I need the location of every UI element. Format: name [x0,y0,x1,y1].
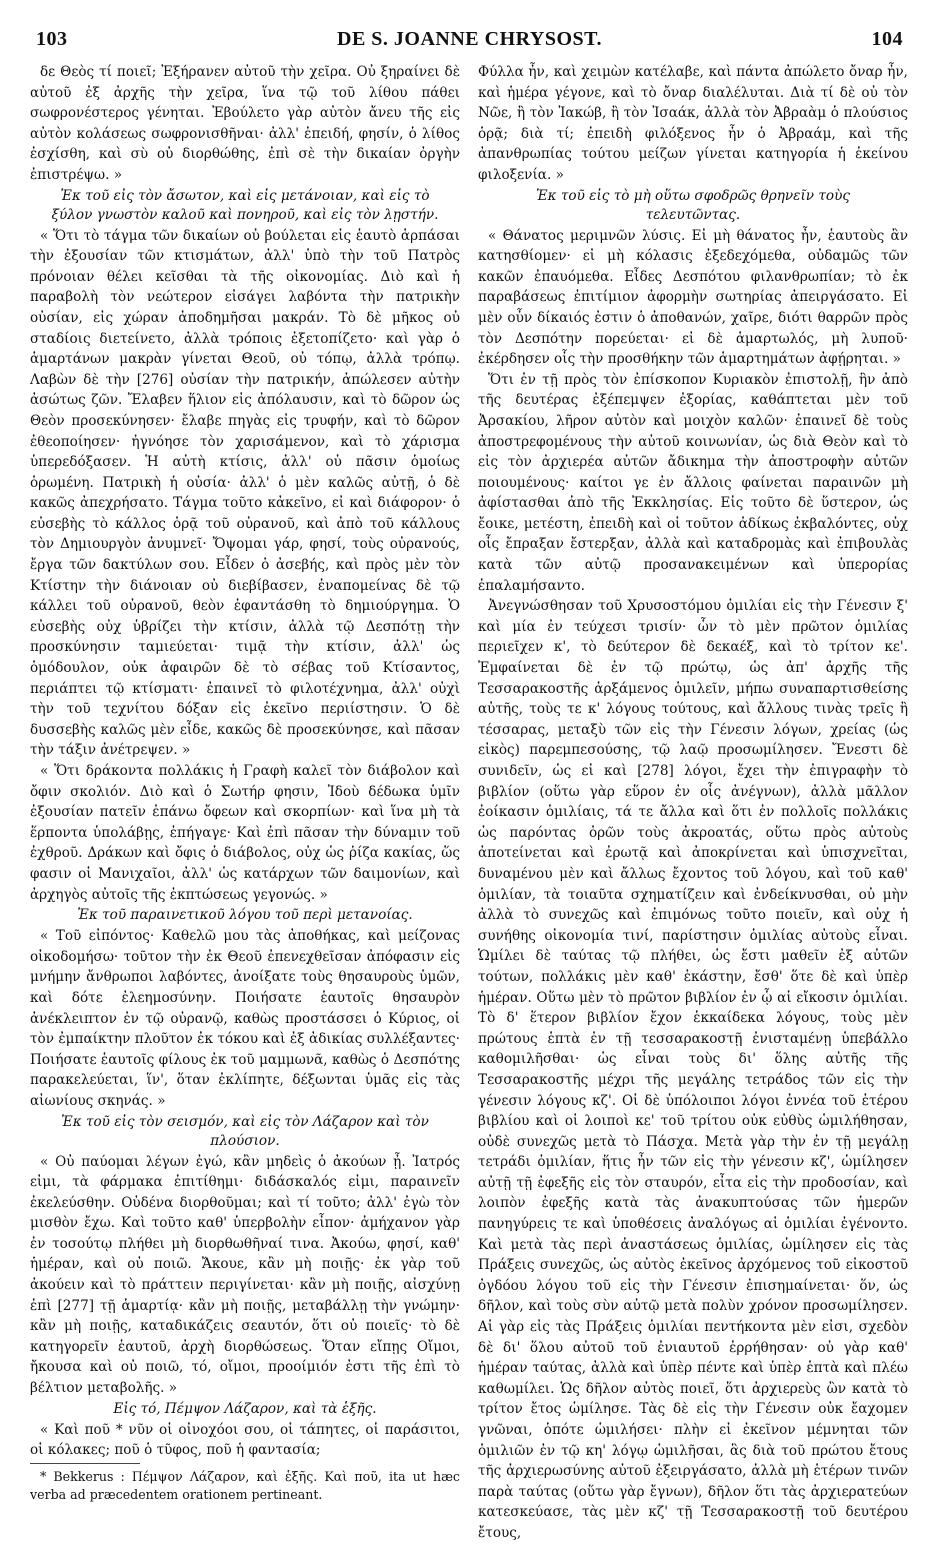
paragraph: « Οὐ παύομαι λέγων ἐγώ, κἂν μηδεὶς ὁ ἀκούων ᾖ. Ἰατρός εἰμι, τὰ φάρμακα ἐπιτίθημι· διδάσκαλός εἰμι, παραινεῖν ἐκελεύσθην. Οὐδένα διορθοῦμαι; καὶ τί τοῦτο; ἀλλ' ἐγὼ τὸν μισθὸν ἔχω. Καὶ τοῦτο καθ' ὑπερβολὴν εἶπον· ἀμήχανον γὰρ ἐν τοσούτῳ πλήθει μὴ διορθωθῆναί τινα. Ἀκούω, φησί, καθ' ἡμέραν, καὶ οὐ ποιῶ. Ἄκουε, κἂν μὴ ποιῇς· ἐκ γὰρ τοῦ ἀκούειν καὶ τὸ πράττειν περιγίνεται· κἂν μὴ ποιῇς, αἰσχύνῃ ἐπὶ [277] τῇ ἁμαρτίᾳ· κἂν μὴ ποιῇς, μεταβάλλῃ τὴν γνώμην· κἂν μὴ ποιῇς, καταδικάζεις σεαυτόν, ὅτι οὐ ποιεῖς· τὸ δὲ κατηγορεῖν ἑαυτοῦ, ἀρχὴ διορθώσεως. Ὅταν εἴπῃς Οἴμοι, ἤκουσα καὶ οὐ ποιῶ, τό, οἴμοι, προοίμιόν ἐστι τῆς ἐπὶ τὸ βέλτιον μεταβολῆς. » [30,1153,460,1397]
section-heading: Ἐκ τοῦ παραινετικοῦ λόγου τοῦ περὶ μετανοίας. [77,907,413,924]
running-title: DE S. JOANNE CHRYSOST. [337,28,602,50]
page-number-right: 104 [871,28,903,50]
running-header [30,28,909,56]
left-column [30,62,460,1544]
footnote: * Bekkerus : Πέμψον Λάζαρον, καὶ ἑξῆς. Καὶ ποῦ, ita ut hæc verba ad præcedentem orationem pertineant. [30,1468,460,1502]
paragraph: « Τοῦ εἰπόντος· Καθελῶ μου τὰς ἀποθήκας, καὶ μείζονας οἰκοδομήσω· τοῦτον τὴν ἐκ Θεοῦ ἐπενεχθεῖσαν ἀπόφασιν εἰς μνήμην ἄνθρωποι λαβόντες, ἀνοίξατε τοὺς θησαυροὺς ὑμῶν, καὶ δότε ἐλεημοσύνην. Ποιήσατε ἑαυτοῖς θησαυρὸν ἀνέκλειπτον ἐν τῷ οὐρανῷ, καθὼς προστάσσει ὁ Κύριος, οἱ τὸν ἐμπαίκτην πλοῦτον ἐκ τόκου καὶ ἐξ ἀδικίας συλλέξαντες· Ποιήσατε ἑαυτοῖς φίλους ἐκ τοῦ μαμμωνᾶ, καθὼς ὁ Δεσπότης παρακελεύεται, ἵν', ὅταν ἐκλίπητε, δέξωνται ὑμᾶς εἰς τὰς αἰωνίους σκηνάς. » [30,928,460,1109]
paragraph: « Θάνατος μεριμνῶν λύσις. Εἰ μὴ θάνατος ἦν, ἑαυτοὺς ἂν κατησθίομεν· εἰ μὴ κόλασις ἐξεδεχόμεθα, οὐδαμῶς τῶν κακῶν ἐπαυόμεθα. Εἶδες Δεσπότου φιλανθρωπίαν; τὸ ἐκ παραβάσεως ἐπιτίμιον ἀφορμὴν σωτηρίας ἀπειργάσατο. Εἰ μὲν οὖν δίκαιός ἐστιν ὁ ἀποθανών, χαῖρε, διότι θαρρῶν πρὸς τὸν Δεσπότην πορεύεται· εἰ δὲ ἁμαρτωλός, μὴ λυποῦ· ἐκέρδησεν οἷς τὴν προσθήκην τῶν ἁμαρτημάτων ἀφῄρηται. » [478,227,908,368]
paragraph: « Ὅτι δράκοντα πολλάκις ἡ Γραφὴ καλεῖ τὸν διάβολον καὶ ὄφιν σκολιόν. Διὸ καὶ ὁ Σωτήρ φησιν, Ἰδοὺ δέδωκα ὑμῖν ἐξουσίαν πατεῖν ἐπάνω ὄφεων καὶ σκορπίων· καὶ ἵνα μὴ τὰ ἕρποντα ὑπολάβῃς, ἐπήγαγε· Καὶ ἐπὶ πᾶσαν τὴν δύναμιν τοῦ ἐχθροῦ. Δράκων καὶ ὄφις ὁ διάβολος, οὐχ ὡς ῥίζα κακίας, ὥς φασιν οἱ Μανιχαῖοι, ἀλλ' ὡς κατάρχων τῶν δαιμονίων, καὶ ἀρχηγὸς αὐτοῖς τῆς ἐκπτώσεως γεγονώς. » [30,763,460,903]
page-number-left: 103 [36,28,68,50]
section-heading: Ἐκ τοῦ εἰς τὸν σεισμόν, καὶ εἰς τὸν Λάζαρον καὶ τὸν πλούσιον. [61,1113,429,1149]
paragraph: Ὅτι ἐν τῇ πρὸς τὸν ἐπίσκοπον Κυριακὸν ἐπιστολῇ, ἣν ἀπὸ τῆς δευτέρας ἐξέπεμψεν ἐξορίας, καθάπτεται μὲν τοῦ Ἀρσακίου, λῆρον αὐτὸν καὶ μοιχὸν καλῶν· ἐπαινεῖ δὲ τοὺς ἀποστρεφομένους τὴν αὐτοῦ κοινωνίαν, ὡς διὰ Θεὸν καὶ τὸ εἰς τὸν ἀρχιερέα αὐτῶν ἄδικημα τὴν ἀποστροφὴν αὐτῶν ποιουμένους· καίτοι γε ἐν ἄλλοις φαίνεται παραινῶν μὴ ἀφίστασθαι ἀπὸ τῆς Ἐκκλησίας. Εἰς τοῦτο δὲ ὕστερον, ὡς ἔοικε, μετέστη, ἐπειδὴ καὶ οἱ τοῦτον ἀδίκως ἐκβαλόντες, οὐχ οἷς ἔπραξαν ἔστερξαν, ἀλλὰ καὶ καταδρομὰς καὶ ἐπιβουλὰς κατὰ τῶν αὐτῷ προσανακειμένων καὶ ὑπερορίας ἐπαλαμήσαντο. [478,371,908,594]
right-column [478,62,908,1544]
section-heading: Εἰς τό, Πέμψον Λάζαρον, καὶ τὰ ἑξῆς. [113,1400,377,1417]
paragraph: « Ὅτι τὸ τάγμα τῶν δικαίων οὐ βούλεται εἰς ἑαυτὸ ἁρπάσαι τὴν ἐξουσίαν τῶν κτισμάτων, ἀλλ' ὑπὸ τὴν τοῦ Πατρὸς πρόνοιαν θέλει κεῖσθαι τὰ τῆς οἰκονομίας. Διὸ καὶ ἡ παραβολὴ τὸν νεώτερον εἰσάγει λαβόντα τὴν πατρικὴν οὐσίαν, εἰς χώραν ἀποδημῆσαι μακράν. Τὸ δὲ μῆκος οὐ σταδίοις διετείνετο, ἀλλὰ τρόποις ἐξετοπίζετο· καὶ γὰρ ὁ ἁμαρτάνων μακρὰν γίνεται Θεοῦ, οὐ τόπῳ, ἀλλὰ τρόπῳ. Λαβὼν δὲ τὴν [276] οὐσίαν τὴν πατρικήν, ἀπώλεσεν αὐτὴν ἀσώτως ζῶν. Ἔλαβεν ἥλιον εἰς ἀπόλαυσιν, καὶ τὸ δῶρον ὡς Θεὸν προσεκύνησεν· ἔλαβε πηγὰς εἰς τρυφήν, καὶ τὸ δῶρον ἐθεοποίησεν· ἠγνόησε τὸν χαρισάμενον, καὶ τὸ χάρισμα ὑπερεδόξασεν. Ἡ αὐτὴ κτίσις, ἀλλ' οὐ πᾶσιν ὁμοίως ὁρωμένη. Πατρικὴ ἡ οὐσία· ἀλλ' ὁ μὲν καλῶς αὐτῇ, ὁ δὲ κακῶς ἀπεχρήσατο. Τάγμα τοῦτο κἀκεῖνο, εἰ καὶ διάφορον· ὁ εὐσεβὴς τὸ κάλλος ὁρᾷ τοῦ οὐρανοῦ, καὶ ἀπὸ τοῦ κάλλους τὸν Δημιουργὸν ἀνυμνεῖ· Ὄψομαι γάρ, φησί, τοὺς οὐρανούς, ἔργα τῶν δακτύλων σου. Εἶδεν ὁ ἀσεβής, καὶ πρὸς μὲν τὸν Κτίστην τὴν διάνοιαν οὐ διεβίβασεν, ἐναπομείνας δὲ τῷ κάλλει τοῦ οὐρανοῦ, θεὸν ἐφαντάσθη τὸ δημιούργημα. Ὁ εὐσεβὴς οὐχ ὑβρίζει τὴν κτίσιν, ἀλλὰ τῷ Δεσπότῃ τὴν προσκύνησιν ταμιεύεται· τιμᾷ τὴν κτίσιν, ἀλλ' ὡς ὁμόδουλον, οὐκ ἀφαιρῶν δὲ τὸ σέβας τοῦ Κτίσαντος, περιάπτει τῷ κτίσματι· ἐπαινεῖ τὸ φιλοτέχνημα, ἀλλ' οὐχὶ τὴν τοῦ τεχνίτου δόξαν εἰς ἐκεῖνο περιίστησιν. Ὁ δὲ δυσσεβὴς καλῶς μὲν εἶδε, κακῶς δὲ προσεκύνησε, καὶ πᾶσαν τὴν τάξιν ἀνέτρεψεν. » [30,227,460,759]
paragraph: Φύλλα ἦν, καὶ χειμὼν κατέλαβε, καὶ πάντα ἀπώλετο ὄναρ ἦν, καὶ ἡμέρα γέγονε, καὶ τὸ ὄναρ διαλέλυται. Διὰ τί δὲ οὐ τὸν Νῶε, ἢ τὸν Ἰακώβ, ἢ τὸν Ἰσαάκ, ἀλλὰ τὸν Ἀβραὰμ ὁ πλούσιος ὁρᾷ; διὰ τί; ἐπειδὴ φιλόξενος ἦν ὁ Ἀβραάμ, καὶ τῆς ἀπανθρωπίας τούτου μείζων γίνεται κατηγορία ἡ ἐκείνου φιλοξενία. » [478,64,908,183]
paragraph: Ἀνεγνώσθησαν τοῦ Χρυσοστόμου ὁμιλίαι εἰς τὴν Γένεσιν ξ' καὶ μία ἐν τεύχεσι τρισίν· ὧν τὸ μὲν πρῶτον ὁμιλίας περιεῖχεν κ', τὸ δεύτερον δὲ δεκαέξ, καὶ τὸ τρίτον κε'. Ἐμφαίνεται δὲ ἐν τῷ πρώτῳ, ὡς ἀπ' ἀρχῆς τῆς Τεσσαρακοστῆς ἀρξάμενος ὁμιλεῖν, μήπω συναπαρτισθείσης αὐτῆς, τοὺς τε κ' λόγους τούτους, καὶ ἄλλους τινὰς τρεῖς ἢ τέσσαρας, μεταξὺ τῶν εἰς τὴν Γένεσιν λόγων, χρείας (ὡς εἰκὸς) παρεμπεσούσης, τῷ λαῷ προσωμίλησεν. Ἔνεστι δὲ συνιδεῖν, ὡς εἰ καὶ [278] λόγοι, ἔχει τὴν ἐπιγραφὴν τὸ βιβλίον (οὕτω γὰρ εὕρον ἐν οἷς ἀνέγνων), ἀλλὰ μᾶλλον ἐοίκασιν ὁμιλίαις, τά τε ἄλλα καὶ ὅτι ἐν πολλοῖς πολλάκις ὡς παρόντας ὁρῶν τοὺς ἀκροατάς, οὕτω πρὸς αὐτοὺς ἀποτείνεται καὶ ἐρωτᾷ καὶ ἀποκρίνεται καὶ ὑπισχνεῖται, δυναμένου μὲν καὶ ἄλλως ἔχοντος τοῦ λόγου, καὶ τοῦ καθ' ὁμιλίαν, τὰ τοιαῦτα σχηματίζειν καὶ ἐνδείκνυσθαι, οὐ μὴν ἀλλὰ τὸ συνεχῶς καὶ ἐπιμόνως τοῦτο ποιεῖν, καὶ οὐχ ἡ συνήθης οἰκονομία τινί, παρίστησιν ὁμιλίας αὐτοὺς εἶναι. Ὡμίλει δὲ ταύτας τῷ πλήθει, ὡς ἔστι μαθεῖν ἐξ αὐτῶν τούτων, πολλάκις μὲν καθ' ἑκάστην, ἔσθ' ὅτε δὲ καὶ ὑπὲρ ἡμέραν. Οὕτω μὲν τὸ πρῶτον βιβλίον ἐν ᾧ αἱ εἴκοσιν ὁμιλίαι. Τὸ δ' ἕτερον βιβλίον ἔχον ἑκκαίδεκα λόγους, τοὺς μὲν πρώτους ἑπτὰ ἐν τῇ τεσσαρακοστῇ ἐνισταμένῃ ὑπεβάλλο καθομιλῆσθαι· ὡς εἶναι τοὺς δι' ὅλης αὐτῆς τῆς Τεσσαρακοστῆς μέχρι τῆς μεγάλης τετράδος τῶν εἰς τὴν γένεσιν λόγους κζ'. Οἱ δὲ ὑπόλοιποι λόγοι ἐννέα τοῦ ἑτέρου βιβλίου καὶ οἱ λοιποὶ κε' τοῦ τρίτου οὐκ εὐθὺς ὡμιλήθησαν, οὐδὲ συνεχῶς μετὰ τὸ Πάσχα. Μετὰ γὰρ τὴν ἐν τῇ μεγάλῃ τετράδι ὁμιλίαν, ἥτις ἦν τῶν εἰς τὴν γένεσιν κζ', ὡμίλησεν αὐτῇ τῇ ἐφεξῆς εἰς τὸν σταυρόν, εἶτα εἰς τὴν προδοσίαν, καὶ λοιπὸν ἐφεξῆς κατὰ τὰς ἀνακυπτούσας τῶν ἡμερῶν πανηγύρεις τε καὶ ὑποθέσεις ἀναλόγως αἱ ὁμιλίαι ἐγένοντο. Καὶ μετὰ τὰς περὶ ἀναστάσεως ὁμιλίας, ὡμίλησεν εἰς τὰς Πράξεις συνεχῶς, ὡς αὐτὸς ἐκεῖνος ἀρχόμενος τοῦ εἰκοστοῦ ὀγδόου λόγου τοῦ εἰς τὴν Γένεσιν ἐπισημαίνεται· ὅν, ὡς δῆλον, καὶ τοὺς σὺν αὐτῷ μετὰ πολὺν χρόνον προσωμίλησεν. Αἱ γὰρ εἰς τὰς Πράξεις ὁμιλίαι πεντήκοντα μὲν εἰσι, σχεδὸν δὲ δι' ὅλου αὐτοῦ τοῦ ἐνιαυτοῦ ἐρρήθησαν· οὐ γὰρ καθ' ἡμέραν ταύτας, ἀλλὰ καὶ ὑπὲρ πέντε καὶ ὑπὲρ ἑπτὰ καὶ πλέω καθωμίλει. Ὡς δῆλον αὐτὸς ποιεῖ, ὅτι ἀρχιερεὺς ὢν κατὰ τὸ τρίτον ἔτος ὡμίλησε. Τὰς δὲ εἰς τὴν Γένεσιν οὐκ ἔαχομεν γνῶναι, ὁπότε ὡμιλήσει· πλὴν εἰ ἐκεῖνον μέμνηται τῶν ὁμιλιῶν ἐν τῷ κη' λόγῳ ὡμιλῆσαι, ἃς διὰ τοῦ πρώτου ἔτους τῆς ἀρχιερωσύνης αὐτοῦ ἐξειργάσατο, ἀλλὰ μὴ ἑτέρων τινῶν παρὰ ταύτας (οὕτω γὰρ ἔγνων), δῆλον ὅτι τὰς ἀρχιερατεύων κατεσκεύασε, τὰς μὲν κζ' τῇ Τεσσαρακοστῇ τοῦ δευτέρου ἔτους, [478,598,908,1541]
section-heading: Ἐκ τοῦ εἰς τὸ μὴ οὕτω σφοδρῶς θρηνεῖν τοὺς τελευτῶντας. [536,187,850,223]
text-columns [30,62,909,1544]
footnote-rule [30,1463,140,1464]
section-heading: Ἐκ τοῦ εἰς τὸν ἄσωτον, καὶ εἰς μετάνοιαν, καὶ εἰς τὸ ξύλον γνωστὸν καλοῦ καὶ πονηροῦ, καὶ εἰς τὸν λῃστήν. [51,187,439,223]
paragraph: δε Θεὸς τί ποιεῖ; Ἐξήρανεν αὐτοῦ τὴν χεῖρα. Οὐ ξηραίνει δὲ αὐτοῦ ἐξ ἀρχῆς τὴν χεῖρα, ἵνα τῷ τοῦ λίθου πάθει σωφρονέστερος γένηται. Ἐβούλετο γὰρ αὐτὸν ἄνευ τῆς εἰς αὐτὸν κολάσεως σωφρονισθῆναι· ἀλλ' ἐπειδή, φησίν, ὁ λίθος ἐσχίσθη, καὶ σὺ οὐ διορθώθης, ἐπὶ σὲ τὴν δικαίαν ὀργὴν ἐπιστρέψω. » [30,64,460,183]
paragraph: « Καὶ ποῦ * νῦν οἱ οἰνοχόοι σου, οἱ τάπητες, οἱ παράσιτοι, οἱ κόλακες; ποῦ ὁ τῦφος, ποῦ ἡ φαντασία; [30,1421,460,1459]
